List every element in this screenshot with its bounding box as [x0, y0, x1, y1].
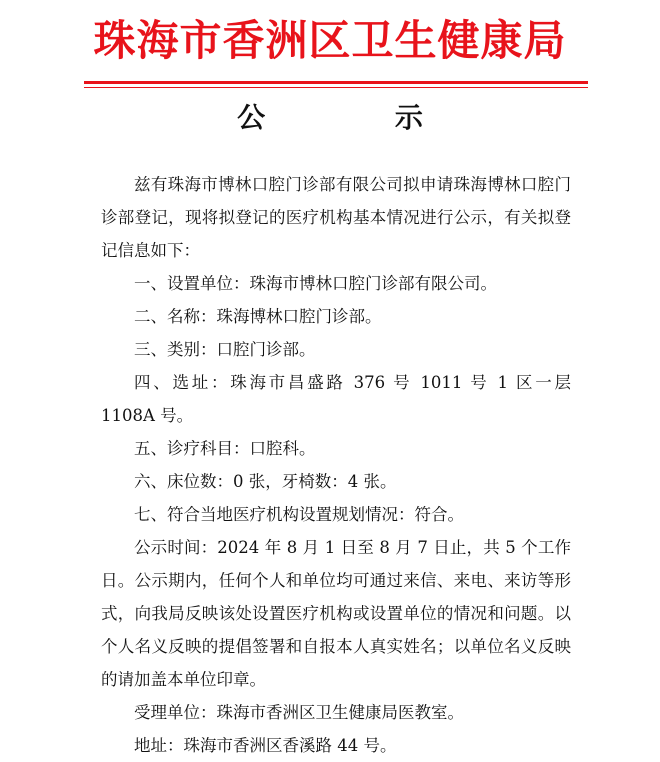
address: 地址：珠海市香洲区香溪路 44 号。: [134, 736, 397, 755]
item-planning-compliance: 七、符合当地医疗机构设置规划情况：符合。: [134, 505, 464, 524]
header-divider-thin: [84, 87, 588, 88]
notice-body: [101, 168, 571, 762]
period-paragraph: 公示时间：2024 年 8 月 1 日至 8 月 7 日止，共 5 个工作日。公示期内，任何个人和单位均可通过来信、来电、来访等形式，向我局反映该处设置医疗机构或设置单位的情况和问题。以个人名义反映的提倡签署和自报本人真实姓名；以单位名义反映的请加盖本单位印章。: [101, 538, 571, 689]
item-location: 四、选址：珠海市昌盛路 376 号 1011 号 1 区一层 1108A 号。: [101, 373, 571, 425]
receiver-unit: 受理单位：珠海市香洲区卫生健康局医教室。: [134, 703, 464, 722]
item-clinical-department: 五、诊疗科目：口腔科。: [134, 439, 316, 458]
notice-title: 公 示: [237, 101, 483, 134]
org-header-title: 珠海市香洲区卫生健康局: [93, 16, 567, 65]
header-divider-thick: [84, 81, 588, 84]
item-name: 二、名称：珠海博林口腔门诊部。: [134, 307, 382, 326]
item-category: 三、类别：口腔门诊部。: [134, 340, 316, 359]
intro-paragraph: 兹有珠海市博林口腔门诊部有限公司拟申请珠海博林口腔门诊部登记，现将拟登记的医疗机构基本情况进行公示，有关拟登记信息如下：: [101, 175, 571, 260]
item-beds-chairs: 六、床位数：0 张，牙椅数：4 张。: [134, 472, 397, 491]
item-establishing-unit: 一、设置单位：珠海市博林口腔门诊部有限公司。: [134, 274, 497, 293]
